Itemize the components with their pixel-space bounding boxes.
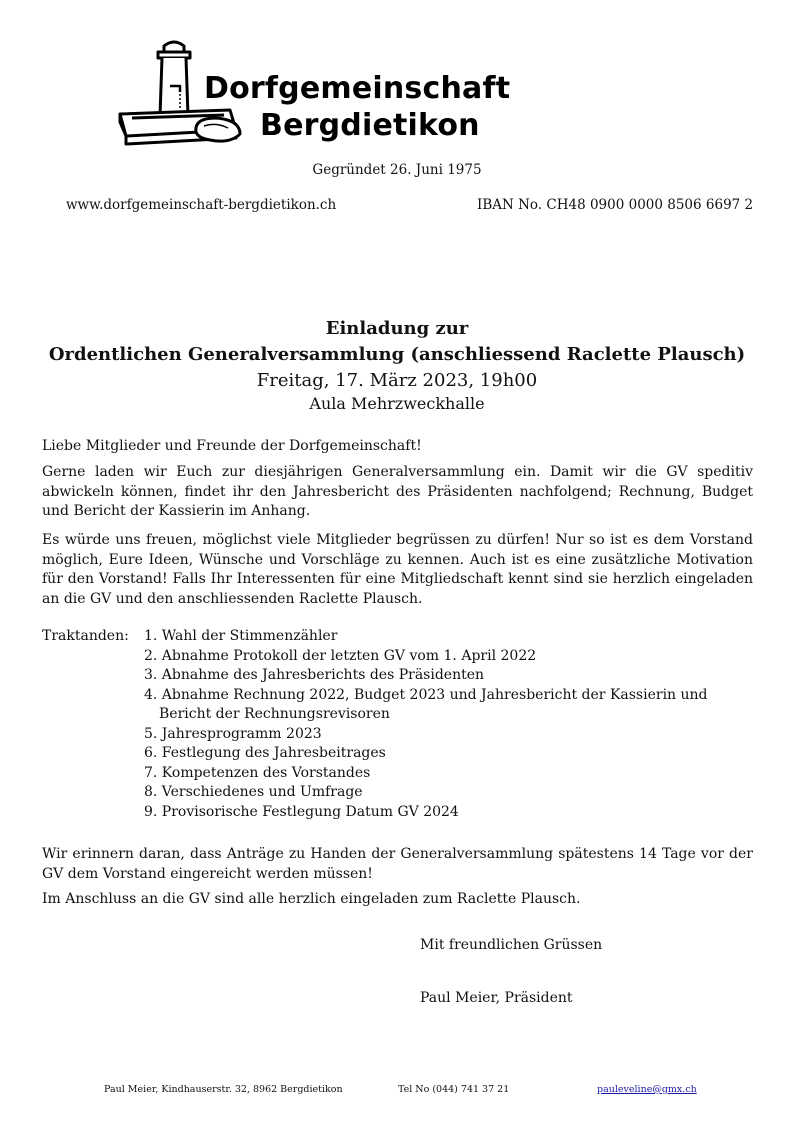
agenda-item: 2. Abnahme Protokoll der letzten GV vom 1. April 2022 [144,647,537,664]
website-link[interactable]: www.dorfgemeinschaft-bergdietikon.ch [66,197,337,213]
meeting-venue: Aula Mehrzweckhalle [309,394,485,413]
agenda-item: 4. Abnahme Rechnung 2022, Budget 2023 und Jahresbericht der Kassierin und Bericht der Rechnungsrevisoren [144,686,708,722]
agenda-item: 8. Verschiedenes und Umfrage [144,784,363,800]
agenda-item: 5. Jahresprogramm 2023 [144,725,322,742]
salutation: Liebe Mitglieder und Freunde der Dorfgemeinschaft! [42,438,422,454]
closing-greeting: Mit freundlichen Grüssen [420,937,603,953]
founded-date: Gegründet 26. Juni 1975 [312,162,482,178]
org-name-line2: Bergdietikon [260,108,480,143]
meeting-title: Ordentlichen Generalversammlung (anschliessend Raclette Plausch) [48,344,746,365]
agenda-label: Traktanden: [42,628,129,644]
agenda-item: 6. Festlegung des Jahresbeitrages [144,745,386,761]
invitation-title: Einladung zur [325,318,469,339]
iban-number: IBAN No. CH48 0900 0000 8506 6697 2 [477,197,754,213]
agenda-list [144,627,724,822]
raclette-invite: Im Anschluss an die GV sind alle herzlich eingeladen zum Raclette Plausch. [42,891,581,907]
reminder-paragraph: Wir erinnern daran, dass Anträge zu Handen der Generalversammlung spätestens 14 Tage vor der GV dem Vorstand eingereicht werden müssen! [42,846,753,882]
intro-paragraph: Gerne laden wir Euch zur diesjährigen Generalversammlung ein. Damit wir die GV speditiv abwickeln können, findet ihr den Jahresbericht des Präsidenten nachfolgend; Rechnung, Budget und Bericht der Kassierin im Anhang. [42,464,753,519]
footer-email-link[interactable]: pauleveline@gmx.ch [597,1084,697,1095]
footer-address: Paul Meier, Kindhauserstr. 32, 8962 Bergdietikon [104,1084,343,1095]
signature: Paul Meier, Präsident [420,990,573,1006]
motivation-paragraph: Es würde uns freuen, möglichst viele Mitglieder begrüssen zu dürfen! Nur so ist es dem Vorstand möglich, Eure Ideen, Wünsche und Vorschläge zu kennen. Auch ist es eine zusätzliche Motivation für den Vorstand! Falls Ihr Interessenten für eine Mitgliedschaft kennt sind sie herzlich eingeladen an die GV und den anschliessenden Raclette Plausch. [42,532,753,607]
agenda-item: 7. Kompetenzen des Vorstandes [144,764,371,781]
org-name-line1: Dorfgemeinschaft [204,71,511,106]
agenda-item: 1. Wahl der Stimmenzähler [144,628,338,644]
invitation-title-block [0,316,794,415]
footer-phone: Tel No (044) 741 37 21 [398,1084,510,1095]
agenda-item: 3. Abnahme des Jahresberichts des Präsidenten [144,667,485,683]
meeting-date: Freitag, 17. März 2023, 19h00 [256,370,538,391]
agenda-item: 9. Provisorische Festlegung Datum GV 2024 [144,803,459,820]
